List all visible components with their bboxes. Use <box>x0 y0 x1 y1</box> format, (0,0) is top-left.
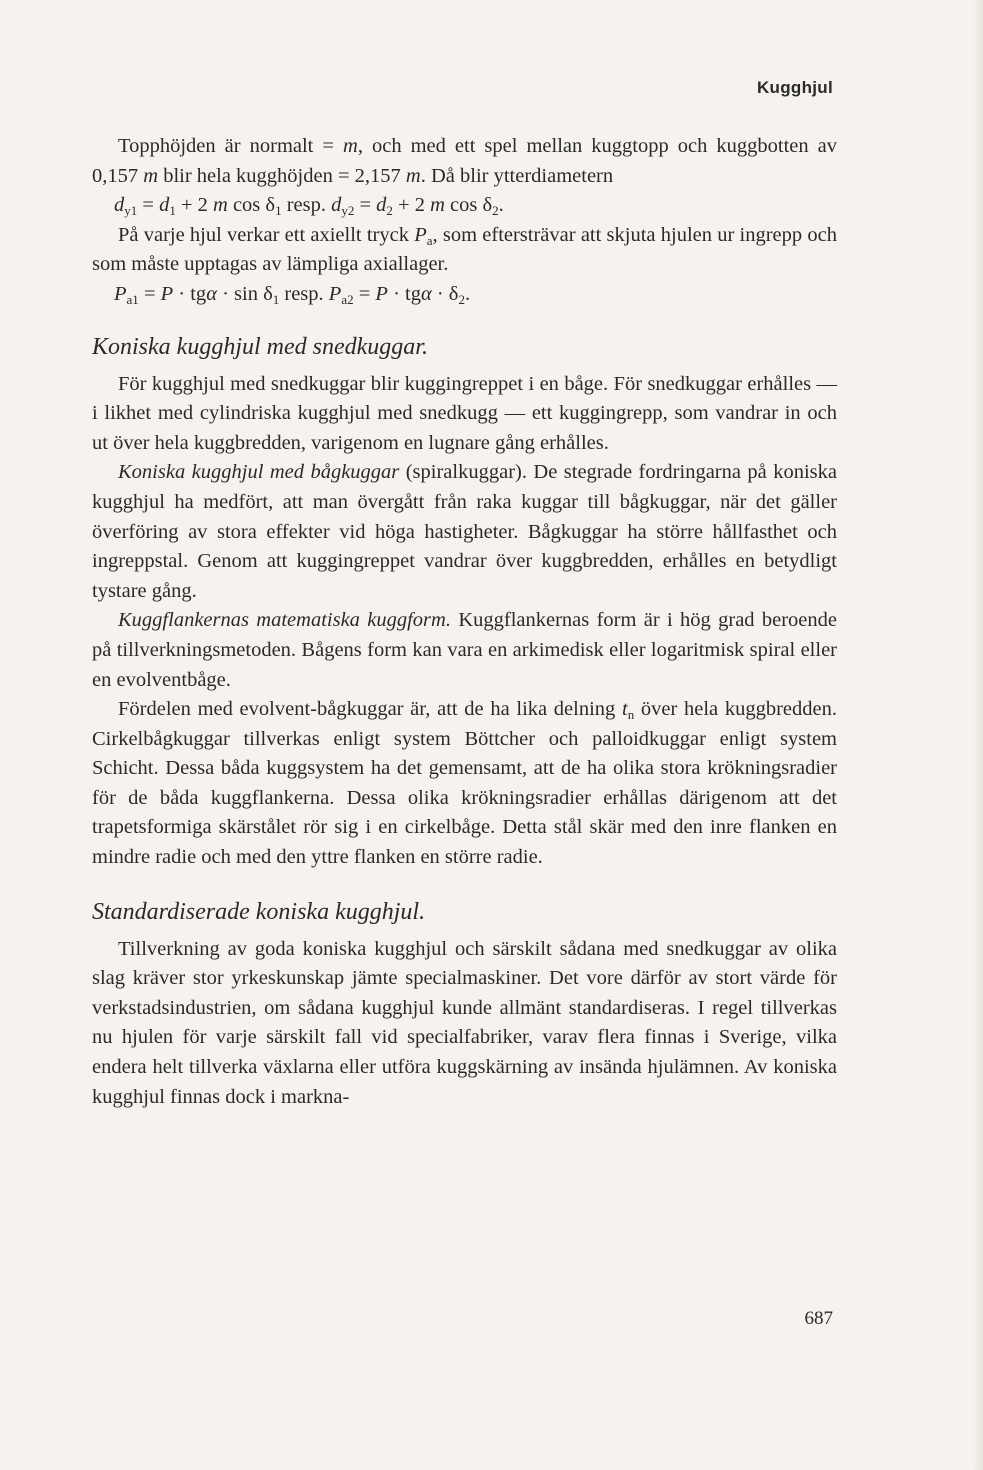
page-number: 687 <box>804 1308 833 1329</box>
heading-standardized-bevel-gears: Standardiserade koniska kugghjul. <box>92 898 426 925</box>
paragraph-spiral-bevel-text: (spiralkuggar). De stegrade fordringarna på koniska kugghjul ha medfört, att man övergått från raka kuggar till bågkuggar, när det gäller överföring av stora effekter vid höga hastigheter. Bågkuggar ha större hållfasthet och ingreppstal. Genom att kuggingreppet vandrar över kuggbredden, erhålles en betydligt tystare gång. <box>92 461 837 602</box>
running-head: Kugghjul <box>756 78 833 97</box>
page-edge <box>973 0 983 1470</box>
paragraph-axial-thrust: På varje hjul verkar ett axiellt tryck $P_a$, som eftersträvar att skjuta hjulen ur ingrepp och som måste upptagas av lämpliga axiallager. <box>92 223 837 276</box>
paragraph-manufacturing: Tillverkning av goda koniska kugghjul och särskilt sådana med snedkuggar av olika slag kräver stor yrkeskunskap jämte specialmaskiner. Det vore därför av stort värde för verkstadsindustrien, om sådana kugghjul kunde allmänt standardiseras. I regel tillverkas nu hjulen för varje särskilt fall vid specialfabriker, varav flera finnas i Sverige, vilka endera helt tillverka växlarna eller utföra kuggskärning av insända hjulämnen. Av koniska kugghjul finnas dock i markna- <box>92 937 837 1108</box>
paragraph-helical-teeth: För kugghjul med snedkuggar blir kuggingreppet i en båge. För snedkuggar erhålles — i likhet med cylindriska kugghjul med snedkugg — ett kuggingrepp, som vandrar in och ut över hela kuggbredden, varigenom en lugnare gång erhålles. <box>92 372 837 454</box>
formula-outer-diameter: $d_{y1} = d_1 + 2$ m $\cos \delta_1$ resp. $d_{y2} = d_2 + 2$ m $\cos \delta_2$. <box>114 194 504 219</box>
heading-helical-bevel-gears: Koniska kugghjul med snedkuggar. <box>92 333 428 360</box>
formula-axial-thrust: $P_{a1} = P \cdot tg\alpha \cdot \sin \delta_1$ resp. $P_{a2} = P \cdot tg\alpha \cdot \delta_2$. <box>114 282 471 307</box>
paragraph-tooth-form-text: Kuggflankernas form är i hög grad beroende på tillverkningsmetoden. Bågens form kan vara en arkimedisk eller logaritmisk spiral eller en evolventbåge. <box>92 609 838 691</box>
inline-heading-spiral-bevel: Koniska kugghjul med bågkuggar <box>118 461 400 484</box>
paragraph-tooth-height: Topphöjden är normalt = m, och med ett spel mellan kuggtopp och kuggbotten av 0,157 m blir hela kugghöjden = 2,157 m. Då blir ytterdiametern <box>92 135 837 187</box>
inline-heading-tooth-form: Kuggflankernas matematiska kuggform. <box>118 609 451 632</box>
body-text <box>92 132 837 1112</box>
paragraph-involute-teeth: Fördelen med evolvent-bågkuggar är, att de ha lika delning $t_n$ över hela kuggbredden. Cirkelbågkuggar tillverkas enligt system Böttcher och palloidkuggar enligt system Schicht. Dessa båda kuggsystem ha det gemensamt, att de ha olika stora krökningsradier för de båda kuggflankerna. Dessa olika krökningsradier erhållas därigenom att det trapetsformiga skärstålet rör sig i en cirkelbåge. Detta stål skär med den inre flanken en mindre radie och med den yttre flanken en större radie. <box>92 698 837 869</box>
paragraph-spiral-bevel <box>92 458 837 606</box>
paragraph-tooth-form <box>92 606 837 695</box>
